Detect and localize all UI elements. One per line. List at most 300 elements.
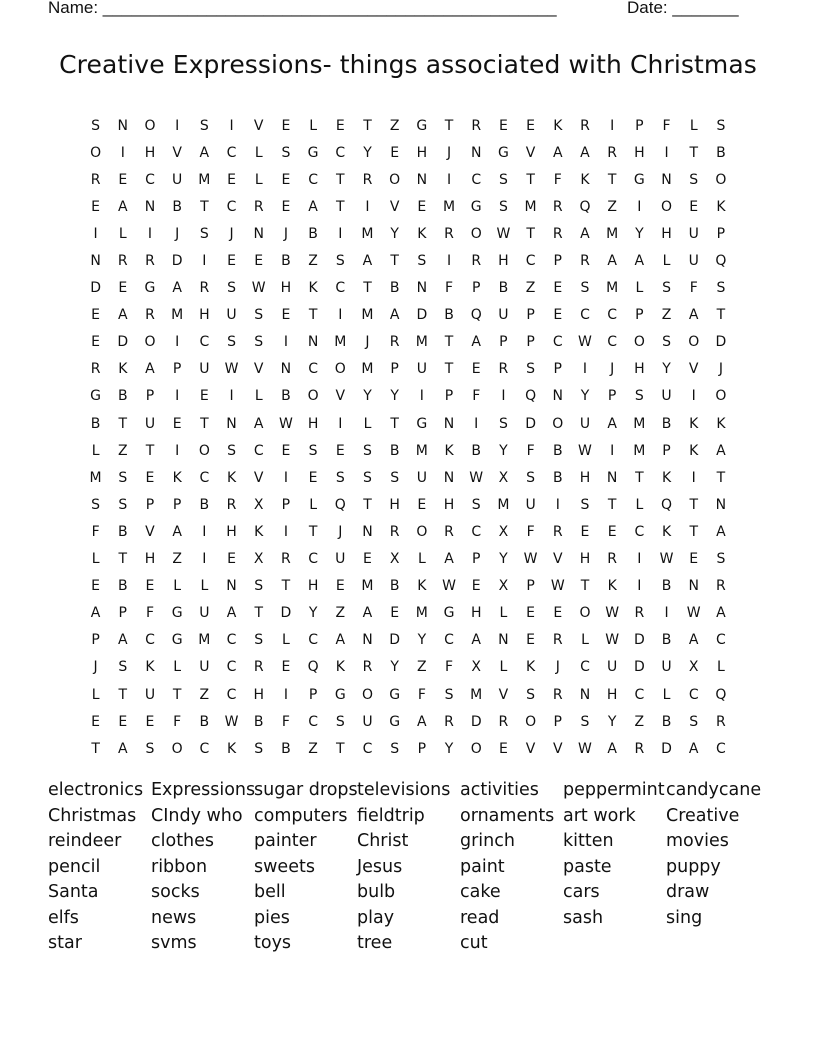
grid-letter[interactable]: S <box>580 496 590 513</box>
grid-letter[interactable]: U <box>172 171 183 188</box>
grid-letter[interactable]: O <box>361 686 373 703</box>
grid-letter[interactable]: S <box>689 171 699 188</box>
grid-letter[interactable]: J <box>365 334 370 351</box>
grid-letter[interactable]: R <box>607 551 618 568</box>
grid-letter[interactable]: T <box>363 117 372 134</box>
grid-letter[interactable]: E <box>91 334 101 351</box>
grid-letter[interactable]: K <box>172 469 182 486</box>
grid-letter[interactable]: A <box>335 632 346 649</box>
name-field-label[interactable]: Name: ________________________________________________ <box>48 0 557 17</box>
grid-letter[interactable]: V <box>688 361 699 378</box>
grid-letter[interactable]: K <box>226 469 237 486</box>
grid-letter[interactable]: V <box>498 686 509 703</box>
grid-letter[interactable]: A <box>552 144 563 161</box>
grid-letter[interactable]: C <box>199 740 210 757</box>
grid-letter[interactable]: U <box>579 415 591 432</box>
grid-letter[interactable]: Y <box>390 388 399 405</box>
grid-letter[interactable]: F <box>281 713 290 730</box>
grid-letter[interactable]: M <box>361 225 374 242</box>
grid-letter[interactable]: Y <box>444 740 454 757</box>
grid-letter[interactable]: K <box>661 469 672 486</box>
grid-letter[interactable]: A <box>716 442 726 459</box>
grid-letter[interactable]: O <box>307 388 319 405</box>
grid-letter[interactable]: I <box>283 334 288 351</box>
grid-letter[interactable]: M <box>334 334 347 351</box>
grid-letter[interactable]: E <box>91 307 101 324</box>
grid-letter[interactable]: T <box>118 415 128 432</box>
grid-letter[interactable]: O <box>633 334 645 351</box>
grid-letter[interactable]: C <box>580 659 590 676</box>
grid-letter[interactable]: R <box>444 225 454 242</box>
grid-letter[interactable]: O <box>661 198 673 215</box>
grid-letter[interactable]: S <box>580 280 590 297</box>
grid-letter[interactable]: R <box>471 253 482 270</box>
grid-letter[interactable]: P <box>145 388 155 405</box>
grid-letter[interactable]: D <box>280 605 292 622</box>
grid-letter[interactable]: E <box>390 144 400 161</box>
grid-letter[interactable]: K <box>335 659 345 676</box>
grid-letter[interactable]: A <box>417 713 427 730</box>
grid-letter[interactable]: P <box>716 225 726 242</box>
grid-letter[interactable]: E <box>281 307 291 324</box>
grid-letter[interactable]: A <box>607 740 617 757</box>
grid-letter[interactable]: F <box>91 523 100 540</box>
grid-letter[interactable]: C <box>199 334 210 351</box>
grid-letter[interactable]: S <box>363 469 372 486</box>
grid-letter[interactable]: Z <box>607 198 617 215</box>
grid-letter[interactable]: J <box>93 659 98 676</box>
grid-letter[interactable]: B <box>498 280 509 297</box>
grid-letter[interactable]: E <box>335 442 345 459</box>
grid-letter[interactable]: E <box>118 713 128 730</box>
grid-letter[interactable]: N <box>226 578 237 595</box>
grid-letter[interactable]: U <box>498 307 509 324</box>
grid-letter[interactable]: L <box>417 551 426 568</box>
grid-letter[interactable]: M <box>633 415 646 432</box>
grid-letter[interactable]: S <box>254 740 264 757</box>
grid-letter[interactable]: M <box>198 632 211 649</box>
grid-letter[interactable]: O <box>416 523 428 540</box>
grid-letter[interactable]: L <box>254 144 263 161</box>
grid-letter[interactable]: C <box>253 442 264 459</box>
grid-letter[interactable]: B <box>444 307 454 324</box>
grid-letter[interactable]: E <box>199 388 209 405</box>
grid-letter[interactable]: S <box>716 551 726 568</box>
grid-letter[interactable]: L <box>91 551 100 568</box>
grid-letter[interactable]: D <box>525 415 536 432</box>
grid-letter[interactable]: R <box>444 523 454 540</box>
grid-letter[interactable]: H <box>443 496 455 513</box>
grid-letter[interactable]: B <box>281 740 291 757</box>
grid-letter[interactable]: I <box>419 388 424 405</box>
grid-letter[interactable]: Q <box>579 198 591 215</box>
grid-letter[interactable]: S <box>281 144 291 161</box>
grid-letter[interactable]: J <box>555 659 560 676</box>
grid-letter[interactable]: H <box>634 144 645 161</box>
grid-letter[interactable]: H <box>470 605 482 622</box>
grid-letter[interactable]: Y <box>417 632 427 649</box>
grid-letter[interactable]: D <box>117 334 129 351</box>
grid-letter[interactable]: T <box>607 496 617 513</box>
grid-letter[interactable]: R <box>389 334 400 351</box>
grid-letter[interactable]: I <box>664 144 669 161</box>
grid-letter[interactable]: G <box>144 280 156 297</box>
grid-letter[interactable]: S <box>227 442 236 459</box>
grid-letter[interactable]: R <box>145 253 155 270</box>
grid-letter[interactable]: E <box>553 280 563 297</box>
grid-letter[interactable]: O <box>579 605 591 622</box>
grid-letter[interactable]: E <box>471 578 481 595</box>
grid-letter[interactable]: O <box>688 334 700 351</box>
grid-letter[interactable]: Q <box>661 496 673 513</box>
grid-letter[interactable]: R <box>90 361 101 378</box>
grid-letter[interactable]: K <box>580 171 590 188</box>
grid-letter[interactable]: T <box>118 686 128 703</box>
grid-letter[interactable]: K <box>308 280 318 297</box>
grid-letter[interactable]: T <box>716 307 726 324</box>
grid-letter[interactable]: A <box>172 280 182 297</box>
grid-letter[interactable]: P <box>471 551 481 568</box>
grid-letter[interactable]: L <box>662 686 671 703</box>
grid-letter[interactable]: L <box>200 578 209 595</box>
grid-letter[interactable]: S <box>254 578 264 595</box>
grid-letter[interactable]: W <box>496 225 511 242</box>
grid-letter[interactable]: R <box>389 523 400 540</box>
grid-letter[interactable]: N <box>362 632 373 649</box>
grid-letter[interactable]: B <box>117 523 128 540</box>
grid-letter[interactable]: P <box>635 117 644 134</box>
grid-letter[interactable]: O <box>715 388 727 405</box>
grid-letter[interactable]: V <box>552 551 563 568</box>
grid-letter[interactable]: S <box>526 361 536 378</box>
grid-letter[interactable]: U <box>525 496 536 513</box>
grid-letter[interactable]: F <box>553 171 562 188</box>
grid-letter[interactable]: P <box>635 307 644 324</box>
grid-letter[interactable]: C <box>226 632 237 649</box>
date-field-label[interactable]: Date: _______ <box>627 0 739 17</box>
grid-letter[interactable]: O <box>470 225 482 242</box>
grid-letter[interactable]: M <box>606 225 619 242</box>
grid-letter[interactable]: V <box>525 740 536 757</box>
grid-letter[interactable]: A <box>117 632 128 649</box>
grid-letter[interactable]: L <box>363 415 372 432</box>
grid-letter[interactable]: B <box>172 198 182 215</box>
grid-letter[interactable]: L <box>717 659 725 676</box>
grid-letter[interactable]: B <box>716 144 726 161</box>
grid-letter[interactable]: A <box>634 253 645 270</box>
grid-letter[interactable]: R <box>716 578 726 595</box>
grid-letter[interactable]: S <box>335 253 345 270</box>
grid-letter[interactable]: N <box>470 144 482 161</box>
grid-letter[interactable]: U <box>416 361 427 378</box>
grid-letter[interactable]: P <box>553 361 562 378</box>
grid-letter[interactable]: P <box>444 388 454 405</box>
grid-letter[interactable]: S <box>118 496 128 513</box>
grid-letter[interactable]: I <box>637 198 642 215</box>
grid-letter[interactable]: O <box>552 415 564 432</box>
grid-letter[interactable]: N <box>144 198 156 215</box>
grid-letter[interactable]: C <box>471 523 482 540</box>
grid-letter[interactable]: R <box>199 280 210 297</box>
grid-letter[interactable]: T <box>363 496 372 513</box>
grid-letter[interactable]: V <box>335 388 346 405</box>
grid-letter[interactable]: X <box>253 551 264 568</box>
grid-letter[interactable]: S <box>335 713 345 730</box>
grid-letter[interactable]: C <box>580 307 590 324</box>
grid-letter[interactable]: S <box>526 469 536 486</box>
grid-letter[interactable]: O <box>144 334 156 351</box>
grid-letter[interactable]: G <box>497 144 509 161</box>
grid-letter[interactable]: B <box>90 415 101 432</box>
grid-letter[interactable]: F <box>662 117 671 134</box>
grid-letter[interactable]: F <box>526 442 535 459</box>
grid-letter[interactable]: T <box>336 740 345 757</box>
grid-letter[interactable]: T <box>390 415 399 432</box>
grid-letter[interactable]: O <box>144 117 156 134</box>
grid-letter[interactable]: E <box>91 198 101 215</box>
grid-letter[interactable]: Z <box>634 713 645 730</box>
grid-letter[interactable]: A <box>172 523 182 540</box>
grid-letter[interactable]: E <box>390 605 400 622</box>
grid-letter[interactable]: A <box>199 144 210 161</box>
grid-letter[interactable]: C <box>308 713 318 730</box>
grid-letter[interactable]: M <box>361 361 374 378</box>
grid-letter[interactable]: I <box>338 415 343 432</box>
grid-letter[interactable]: N <box>416 280 428 297</box>
grid-letter[interactable]: O <box>389 171 401 188</box>
grid-letter[interactable]: I <box>446 171 452 188</box>
grid-letter[interactable]: V <box>253 117 264 134</box>
grid-letter[interactable]: I <box>637 578 642 595</box>
grid-letter[interactable]: I <box>202 253 207 270</box>
grid-letter[interactable]: Z <box>661 307 672 324</box>
grid-letter[interactable]: Z <box>172 551 182 568</box>
grid-letter[interactable]: E <box>308 469 318 486</box>
grid-letter[interactable]: I <box>338 225 343 242</box>
grid-letter[interactable]: B <box>661 415 672 432</box>
grid-letter[interactable]: K <box>689 442 699 459</box>
grid-letter[interactable]: X <box>471 659 482 676</box>
grid-letter[interactable]: T <box>526 171 535 188</box>
grid-letter[interactable]: H <box>579 551 591 568</box>
grid-letter[interactable]: E <box>689 198 699 215</box>
grid-letter[interactable]: E <box>145 713 155 730</box>
grid-letter[interactable]: I <box>175 117 180 134</box>
grid-letter[interactable]: G <box>443 605 455 622</box>
grid-letter[interactable]: E <box>281 117 291 134</box>
grid-letter[interactable]: I <box>202 551 207 568</box>
grid-letter[interactable]: U <box>362 713 373 730</box>
grid-letter[interactable]: P <box>172 361 182 378</box>
grid-letter[interactable]: U <box>661 659 672 676</box>
grid-letter[interactable]: E <box>281 659 291 676</box>
grid-letter[interactable]: B <box>308 225 318 242</box>
grid-letter[interactable]: K <box>661 523 672 540</box>
grid-letter[interactable]: T <box>91 740 100 757</box>
grid-letter[interactable]: J <box>283 225 288 242</box>
grid-letter[interactable]: B <box>117 578 128 595</box>
grid-letter[interactable]: T <box>444 361 454 378</box>
grid-letter[interactable]: F <box>417 686 426 703</box>
grid-letter[interactable]: R <box>552 632 563 649</box>
grid-letter[interactable]: Z <box>308 253 318 270</box>
grid-letter[interactable]: O <box>334 361 346 378</box>
grid-letter[interactable]: T <box>308 523 318 540</box>
grid-letter[interactable]: R <box>90 171 101 188</box>
grid-letter[interactable]: M <box>524 198 537 215</box>
grid-letter[interactable]: K <box>444 442 454 459</box>
grid-letter[interactable]: C <box>634 523 645 540</box>
grid-letter[interactable]: Y <box>607 713 617 730</box>
grid-letter[interactable]: A <box>117 198 128 215</box>
grid-letter[interactable]: P <box>526 578 535 595</box>
grid-letter[interactable]: M <box>171 307 184 324</box>
grid-letter[interactable]: M <box>361 578 374 595</box>
grid-letter[interactable]: T <box>200 198 209 215</box>
grid-letter[interactable]: R <box>226 496 237 513</box>
grid-letter[interactable]: U <box>199 361 210 378</box>
grid-letter[interactable]: K <box>417 578 427 595</box>
grid-letter[interactable]: A <box>580 225 590 242</box>
grid-letter[interactable]: O <box>470 740 482 757</box>
grid-letter[interactable]: C <box>716 740 726 757</box>
grid-letter[interactable]: E <box>553 307 563 324</box>
grid-letter[interactable]: I <box>582 361 588 378</box>
grid-letter[interactable]: L <box>662 253 671 270</box>
grid-letter[interactable]: H <box>634 361 645 378</box>
grid-letter[interactable]: W <box>578 740 592 757</box>
grid-letter[interactable]: Z <box>117 442 128 459</box>
grid-letter[interactable]: N <box>661 171 672 188</box>
grid-letter[interactable]: E <box>227 253 236 270</box>
grid-letter[interactable]: S <box>390 469 400 486</box>
grid-letter[interactable]: E <box>580 523 590 540</box>
grid-letter[interactable]: S <box>689 713 699 730</box>
grid-letter[interactable]: C <box>552 334 563 351</box>
grid-letter[interactable]: U <box>416 469 427 486</box>
grid-letter[interactable]: I <box>202 523 207 540</box>
grid-letter[interactable]: W <box>605 605 620 622</box>
grid-letter[interactable]: E <box>227 551 236 568</box>
grid-letter[interactable]: A <box>308 198 318 215</box>
grid-letter[interactable]: I <box>691 469 696 486</box>
grid-letter[interactable]: C <box>145 632 155 649</box>
grid-letter[interactable]: P <box>118 605 127 622</box>
grid-letter[interactable]: A <box>362 253 373 270</box>
grid-letter[interactable]: A <box>145 361 155 378</box>
grid-letter[interactable]: R <box>552 686 563 703</box>
grid-letter[interactable]: P <box>281 496 291 513</box>
grid-letter[interactable]: T <box>390 253 399 270</box>
grid-letter[interactable]: E <box>526 117 536 134</box>
grid-letter[interactable]: E <box>607 523 617 540</box>
grid-letter[interactable]: D <box>470 713 482 730</box>
grid-letter[interactable]: W <box>578 334 592 351</box>
grid-letter[interactable]: L <box>309 117 317 134</box>
grid-letter[interactable]: D <box>633 659 645 676</box>
grid-letter[interactable]: A <box>444 551 454 568</box>
grid-letter[interactable]: P <box>662 442 671 459</box>
grid-letter[interactable]: E <box>172 415 182 432</box>
grid-letter[interactable]: C <box>308 632 318 649</box>
grid-letter[interactable]: E <box>471 361 481 378</box>
grid-letter[interactable]: H <box>144 551 156 568</box>
grid-letter[interactable]: N <box>715 496 727 513</box>
grid-letter[interactable]: Y <box>390 225 399 242</box>
grid-letter[interactable]: L <box>173 659 182 676</box>
grid-letter[interactable]: T <box>716 469 726 486</box>
grid-letter[interactable]: S <box>498 415 508 432</box>
grid-letter[interactable]: N <box>307 334 319 351</box>
grid-letter[interactable]: A <box>226 605 237 622</box>
grid-letter[interactable]: Y <box>363 388 372 405</box>
grid-letter[interactable]: M <box>497 496 510 513</box>
grid-letter[interactable]: N <box>498 632 509 649</box>
grid-letter[interactable]: T <box>308 307 318 324</box>
grid-letter[interactable]: I <box>93 225 98 242</box>
grid-letter[interactable]: C <box>362 740 373 757</box>
grid-letter[interactable]: D <box>416 307 428 324</box>
grid-letter[interactable]: Q <box>334 496 346 513</box>
grid-letter[interactable]: M <box>361 307 374 324</box>
grid-letter[interactable]: C <box>226 144 237 161</box>
grid-letter[interactable]: A <box>688 307 699 324</box>
grid-letter[interactable]: E <box>417 198 427 215</box>
grid-letter[interactable]: N <box>362 523 373 540</box>
grid-letter[interactable]: T <box>336 171 345 188</box>
grid-letter[interactable]: A <box>362 605 373 622</box>
grid-letter[interactable]: L <box>254 388 263 405</box>
grid-letter[interactable]: N <box>552 388 564 405</box>
grid-letter[interactable]: G <box>416 117 428 134</box>
grid-letter[interactable]: D <box>661 740 672 757</box>
grid-letter[interactable]: S <box>662 334 671 351</box>
grid-letter[interactable]: C <box>634 686 645 703</box>
grid-letter[interactable]: K <box>716 198 726 215</box>
grid-letter[interactable]: U <box>688 253 699 270</box>
grid-letter[interactable]: C <box>335 144 346 161</box>
grid-letter[interactable]: I <box>474 415 479 432</box>
grid-letter[interactable]: A <box>716 523 726 540</box>
grid-letter[interactable]: N <box>280 361 292 378</box>
grid-letter[interactable]: A <box>688 740 699 757</box>
grid-letter[interactable]: W <box>224 713 239 730</box>
grid-letter[interactable]: L <box>635 280 644 297</box>
grid-letter[interactable]: Z <box>389 117 400 134</box>
grid-letter[interactable]: I <box>175 334 180 351</box>
grid-letter[interactable]: K <box>145 659 155 676</box>
grid-letter[interactable]: S <box>390 740 400 757</box>
grid-letter[interactable]: T <box>118 551 128 568</box>
grid-letter[interactable]: S <box>254 334 264 351</box>
grid-letter[interactable]: H <box>661 225 672 242</box>
grid-letter[interactable]: L <box>282 632 290 649</box>
grid-letter[interactable]: B <box>281 253 291 270</box>
grid-letter[interactable]: P <box>526 334 535 351</box>
grid-letter[interactable]: B <box>281 388 291 405</box>
grid-letter[interactable]: T <box>281 578 291 595</box>
grid-letter[interactable]: A <box>471 334 481 351</box>
grid-letter[interactable]: R <box>634 605 645 622</box>
grid-letter[interactable]: K <box>226 740 237 757</box>
grid-letter[interactable]: I <box>501 388 506 405</box>
grid-letter[interactable]: S <box>308 442 318 459</box>
grid-letter[interactable]: H <box>606 686 618 703</box>
grid-letter[interactable]: E <box>91 578 101 595</box>
grid-letter[interactable]: H <box>144 144 156 161</box>
grid-letter[interactable]: S <box>199 225 209 242</box>
grid-letter[interactable]: B <box>471 442 482 459</box>
